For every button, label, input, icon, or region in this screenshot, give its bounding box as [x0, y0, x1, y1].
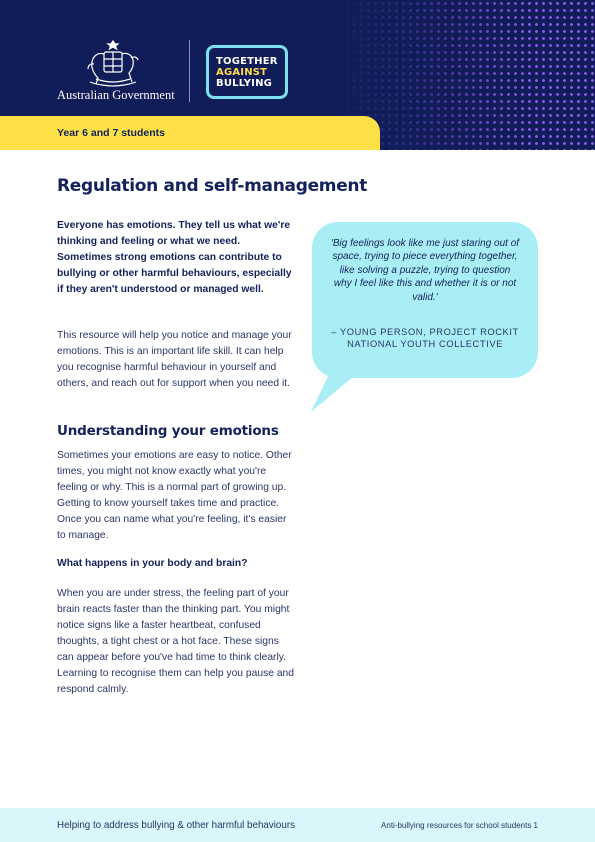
subheading: What happens in your body and brain? — [57, 558, 248, 569]
header-divider — [189, 40, 190, 102]
quote-attribution: – YOUNG PERSON, PROJECT ROCKIT NATIONAL YOUTH COLLECTIVE — [331, 327, 519, 350]
section-heading: Understanding your emotions — [57, 423, 279, 439]
page-title: Regulation and self-management — [57, 176, 368, 196]
footer-page-info: Anti-bullying resources for school students 1 — [381, 821, 538, 830]
logo-line-3: BULLYING — [216, 77, 273, 89]
resource-paragraph: This resource will help you notice and manage your emotions. This is an important life skill. It can help you recognise harmful behaviour in yourself and others, and reach out for support when you need it. — [57, 330, 292, 389]
body-brain-paragraph: When you are under stress, the feeling part of your brain reacts faster than the thinking part. You might notice signs like a faster heartbeat, confused thoughts, a tight chest or a hot face. These signs can appear before you've had time to think clearly. Learning to recognise them can help you pause and respond calmly. — [57, 588, 294, 695]
footer-tagline: Helping to address bullying & other harmful behaviours — [57, 820, 295, 831]
together-against-bullying-logo — [206, 45, 288, 99]
logo-line-2: AGAINST — [216, 66, 268, 78]
speech-bubble-tail — [311, 370, 361, 412]
logo-line-1: TOGETHER — [216, 55, 278, 67]
government-name: Australian Government — [57, 88, 175, 102]
year-label: Year 6 and 7 students — [57, 127, 165, 139]
coat-of-arms-icon — [82, 38, 144, 88]
quote-text: 'Big feelings look like me just staring out of space, trying to piece everything together, like solving a puzzle, trying to question why I feel like this and whether it is or not valid.' — [330, 238, 520, 303]
intro-paragraph: Everyone has emotions. They tell us what we're thinking and feeling or what we need. Sometimes strong emotions can contribute to bullying or other harmful behaviours, especially if they aren't understood or managed well. — [57, 220, 292, 295]
emotions-paragraph: Sometimes your emotions are easy to notice. Other times, you might not know exactly what you're feeling or why. This is a normal part of growing up. Getting to know yourself takes time and practice. Once you can name what you're feeling, it's easier to manage. — [57, 450, 292, 541]
